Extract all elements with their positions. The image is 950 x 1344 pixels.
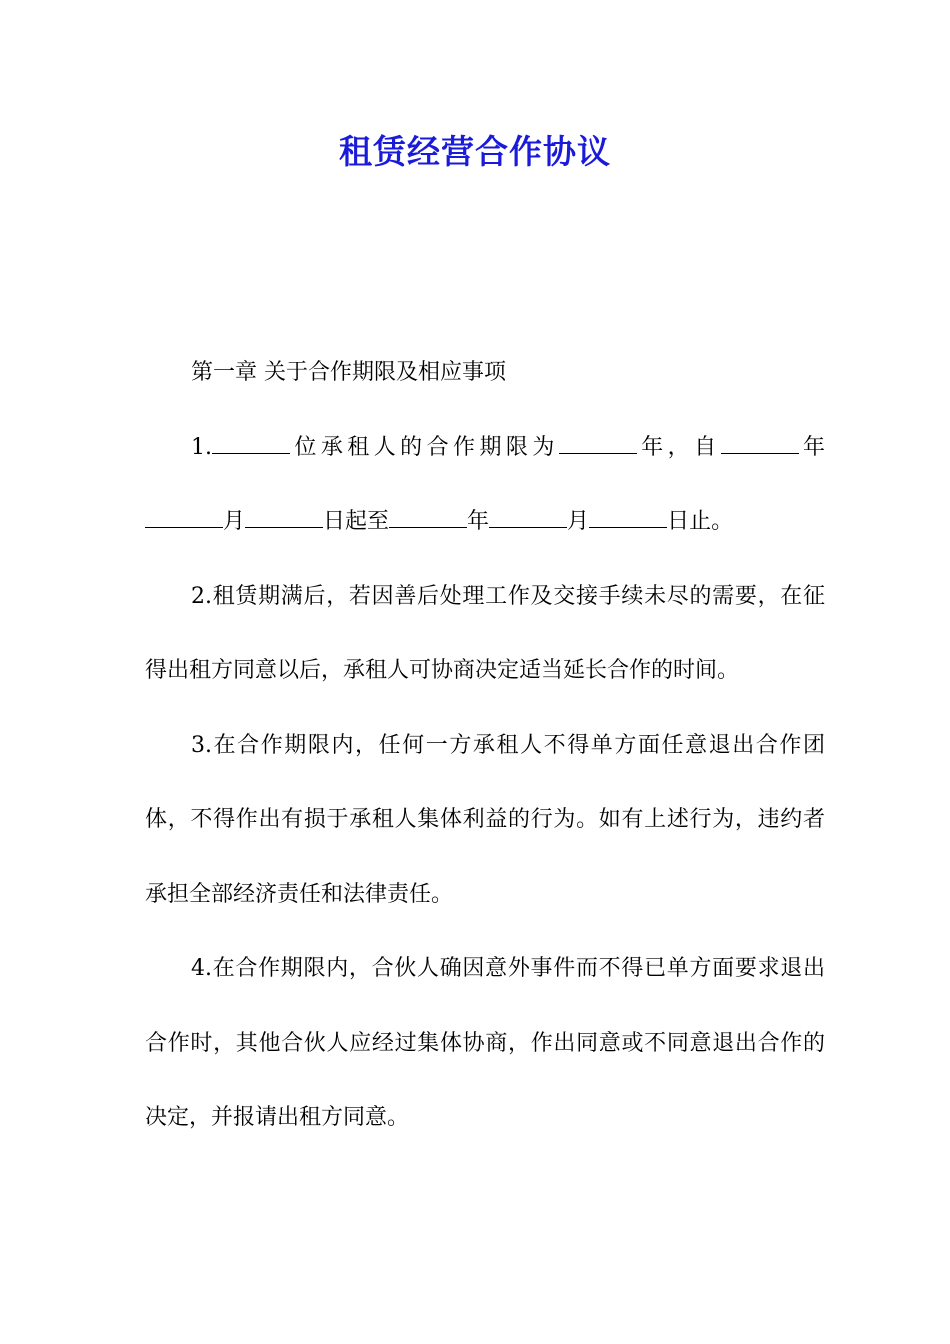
clause-1 xyxy=(145,411,825,560)
document-title: 租赁经营合作协议 xyxy=(339,132,611,171)
clause-1-text: 日起至 xyxy=(323,509,390,534)
clause-1-text: 年，自 xyxy=(636,434,721,460)
clause-2: 2.租赁期满后，若因善后处理工作及交接手续未尽的需要，在征得出租方同意以后，承租人可协商决定适当延长合作的时间。 xyxy=(145,583,825,683)
clause-1-text: 年 xyxy=(467,509,490,534)
clause-1-text: 年 xyxy=(798,434,825,460)
blank-field xyxy=(145,509,223,528)
blank-field xyxy=(212,435,290,454)
clause-1-text: 日止。 xyxy=(667,509,734,534)
blank-field xyxy=(589,509,667,528)
clause-3: 3.在合作期限内，任何一方承租人不得单方面任意退出合作团体，不得作出有损于承租人集体利益的行为。如有上述行为，违约者承担全部经济责任和法律责任。 xyxy=(145,732,825,907)
blank-field xyxy=(389,509,467,528)
blank-field xyxy=(721,435,799,454)
chapter-heading: 第一章 关于合作期限及相应事项 xyxy=(191,360,506,385)
clause-1-number: 1. xyxy=(191,434,212,460)
blank-field xyxy=(245,509,323,528)
document-body xyxy=(145,336,825,1156)
blank-field xyxy=(489,509,567,528)
clause-1-text: 月 xyxy=(223,509,246,534)
clause-1-text: 月 xyxy=(567,509,590,534)
blank-field xyxy=(559,435,637,454)
clause-4: 4.在合作期限内，合伙人确因意外事件而不得已单方面要求退出合作时，其他合伙人应经过集体协商，作出同意或不同意退出合作的决定，并报请出租方同意。 xyxy=(145,956,825,1130)
clause-1-text: 位承租人的合作期限为 xyxy=(290,434,559,460)
